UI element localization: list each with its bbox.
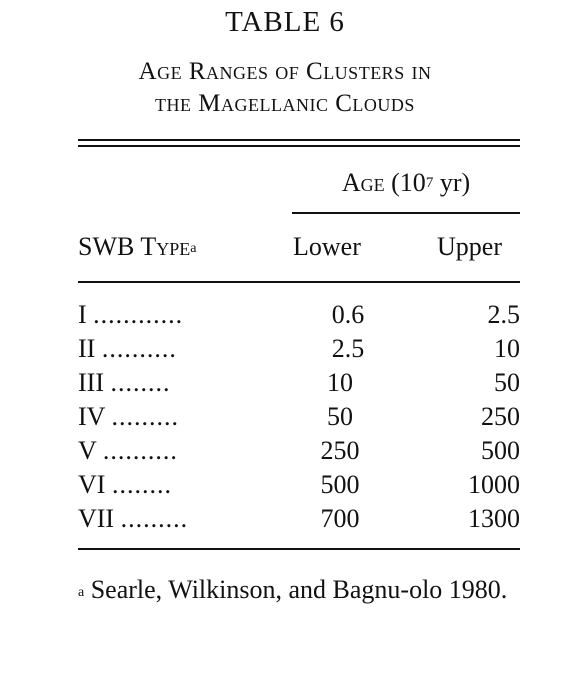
age-header-word: Age [341, 168, 385, 197]
upper-age-value: 500 [481, 436, 520, 465]
age-header-exponent: 7 [425, 175, 434, 191]
upper-column-header: Upper [437, 232, 502, 261]
upper-age-value: 1000 [468, 470, 520, 499]
swb-type-header [78, 232, 196, 262]
table-row-type-label [78, 332, 177, 366]
swb-type-value: I [78, 300, 87, 329]
table-row-type-label [78, 366, 170, 400]
bottom-rule [78, 548, 520, 550]
age-header-unit-close: yr) [433, 168, 471, 197]
lower-age-value: 0.6 [331, 300, 365, 329]
swb-type-value: VII [78, 504, 115, 533]
swb-type-footnote-mark: a [190, 241, 197, 256]
leader-dots: .......... [101, 334, 177, 363]
age-column-group-header [292, 168, 520, 198]
table-row-type-label [78, 298, 183, 332]
table-row-type-label [78, 434, 178, 468]
swb-type-header-label: SWB Type [78, 232, 191, 261]
upper-age-value: 250 [481, 402, 520, 431]
table-footnote [78, 572, 528, 613]
leader-dots: ......... [111, 402, 179, 431]
lower-column-header: Lower [293, 232, 361, 261]
age-header-unit-open: (10 [391, 168, 426, 197]
upper-age-value: 50 [494, 368, 520, 397]
upper-age-value: 2.5 [487, 300, 520, 329]
leader-dots: .......... [102, 436, 178, 465]
leader-dots: ........ [110, 368, 171, 397]
lower-age-value: 250 [320, 436, 360, 465]
lower-age-value: 700 [320, 504, 360, 533]
lower-age-value: 10 [327, 368, 353, 397]
swb-type-value: VI [78, 470, 106, 499]
top-rule-upper [78, 139, 520, 141]
swb-type-value: V [78, 436, 97, 465]
table-title: TABLE 6 [225, 6, 345, 38]
footnote-mark: a [78, 585, 85, 600]
lower-age-value: 500 [320, 470, 360, 499]
top-rule-lower [78, 145, 520, 147]
table-caption-line1: Age Ranges of Clusters in [138, 58, 432, 85]
table-caption-line2: the Magellanic Clouds [155, 90, 415, 117]
lower-age-value: 2.5 [331, 334, 365, 363]
upper-age-value: 10 [494, 334, 520, 363]
leader-dots: ........ [111, 470, 172, 499]
table-row-type-label [78, 468, 172, 502]
table-row-type-label [78, 502, 188, 536]
footnote-text: Searle, Wilkinson, and Bagnu-olo 1980. [84, 575, 508, 604]
swb-type-value: II [78, 334, 96, 363]
swb-type-value: III [78, 368, 104, 397]
upper-age-value: 1300 [468, 504, 520, 533]
header-rule [78, 281, 520, 283]
table-row-type-label [78, 400, 179, 434]
leader-dots: ......... [120, 504, 189, 533]
leader-dots: ............ [93, 300, 184, 329]
lower-age-value: 50 [327, 402, 353, 431]
swb-type-value: IV [78, 402, 105, 431]
age-header-rule [292, 212, 520, 214]
